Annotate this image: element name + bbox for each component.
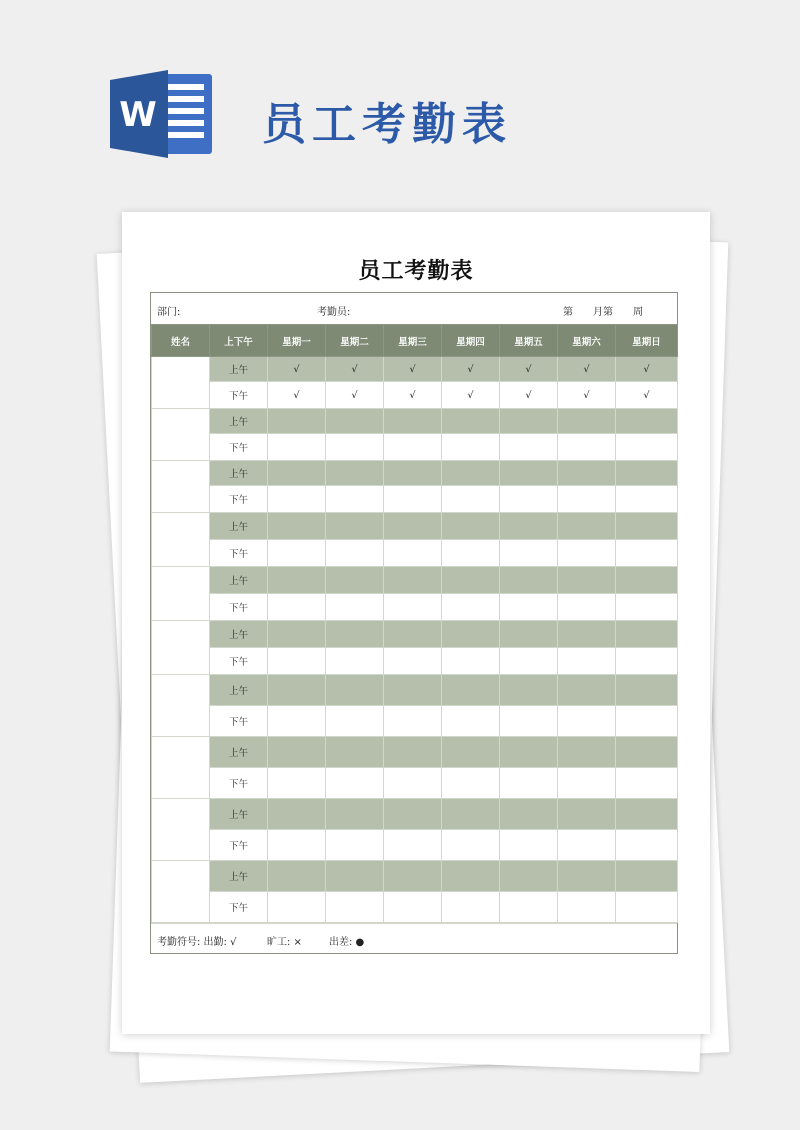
legend-row — [151, 923, 677, 953]
attendance-cell[interactable] — [268, 861, 326, 892]
attendance-cell[interactable] — [558, 706, 616, 737]
attendance-cell[interactable] — [442, 409, 500, 434]
attendance-cell[interactable] — [616, 461, 678, 486]
column-header: 姓名 — [152, 325, 210, 357]
attendance-cell[interactable] — [326, 461, 384, 486]
attendance-cell[interactable] — [326, 409, 384, 434]
attendance-cell[interactable] — [616, 513, 678, 540]
table-header-row — [152, 325, 678, 357]
attendance-cell[interactable] — [268, 594, 326, 621]
period-cell: 下午 — [210, 382, 268, 409]
period-cell: 下午 — [210, 594, 268, 621]
attendance-cell[interactable] — [558, 737, 616, 768]
employee-name-cell[interactable] — [152, 567, 210, 621]
attendance-cell[interactable] — [384, 540, 442, 567]
attendance-cell[interactable] — [442, 768, 500, 799]
attendance-cell[interactable] — [500, 861, 558, 892]
attendance-cell[interactable] — [558, 567, 616, 594]
column-header: 上下午 — [210, 325, 268, 357]
attendance-cell[interactable] — [268, 567, 326, 594]
employee-name-cell[interactable] — [152, 861, 210, 923]
attendance-cell[interactable] — [326, 540, 384, 567]
attendance-cell[interactable]: √ — [384, 357, 442, 382]
table-row — [152, 409, 678, 434]
attendance-cell[interactable] — [500, 799, 558, 830]
attendance-cell[interactable]: √ — [558, 357, 616, 382]
attendance-cell[interactable] — [384, 567, 442, 594]
attendance-cell[interactable] — [384, 799, 442, 830]
word-logo-letter: W — [119, 95, 157, 135]
employee-name-cell[interactable] — [152, 461, 210, 513]
attendance-cell[interactable] — [500, 892, 558, 923]
attendance-cell[interactable] — [442, 648, 500, 675]
attendance-cell[interactable] — [268, 409, 326, 434]
legend-present: 考勤符号: 出勤: √ — [157, 937, 237, 948]
attendance-cell[interactable] — [500, 461, 558, 486]
attendance-cell[interactable] — [442, 461, 500, 486]
attendance-cell[interactable] — [384, 621, 442, 648]
attendance-cell[interactable] — [268, 768, 326, 799]
attendance-cell[interactable]: √ — [616, 357, 678, 382]
attendance-cell[interactable] — [326, 486, 384, 513]
attendance-cell[interactable] — [384, 513, 442, 540]
period-cell: 上午 — [210, 621, 268, 648]
attendance-cell[interactable] — [268, 434, 326, 461]
column-header: 星期五 — [500, 325, 558, 357]
attendance-cell[interactable] — [616, 648, 678, 675]
attendance-cell[interactable] — [268, 621, 326, 648]
attendance-cell[interactable] — [442, 594, 500, 621]
attendance-cell[interactable] — [442, 861, 500, 892]
attendance-cell[interactable] — [326, 513, 384, 540]
attendance-cell[interactable] — [500, 513, 558, 540]
table-row — [152, 799, 678, 830]
table-row — [152, 621, 678, 648]
table-row — [152, 594, 678, 621]
table-row — [152, 737, 678, 768]
table-row — [152, 486, 678, 513]
attendance-cell[interactable] — [442, 567, 500, 594]
attendance-cell[interactable] — [500, 737, 558, 768]
attendance-cell[interactable] — [442, 621, 500, 648]
attendance-cell[interactable] — [326, 861, 384, 892]
word-logo-icon — [110, 70, 215, 158]
attendance-cell[interactable] — [326, 737, 384, 768]
column-header: 星期三 — [384, 325, 442, 357]
column-header: 星期一 — [268, 325, 326, 357]
attendance-cell[interactable] — [268, 513, 326, 540]
attendance-cell[interactable] — [558, 799, 616, 830]
attendance-cell[interactable] — [442, 892, 500, 923]
attendance-cell[interactable] — [558, 513, 616, 540]
table-row — [152, 768, 678, 799]
attendance-cell[interactable] — [384, 486, 442, 513]
period-cell: 下午 — [210, 830, 268, 861]
attendance-cell[interactable] — [326, 706, 384, 737]
attendance-cell[interactable]: √ — [500, 357, 558, 382]
attendance-cell[interactable] — [384, 706, 442, 737]
attendance-cell[interactable] — [500, 830, 558, 861]
table-body — [152, 357, 678, 923]
attendance-cell[interactable]: √ — [558, 382, 616, 409]
attendance-cell[interactable] — [500, 434, 558, 461]
attendance-cell[interactable] — [616, 540, 678, 567]
attendance-cell[interactable] — [616, 434, 678, 461]
table-row — [152, 540, 678, 567]
attendance-cell[interactable] — [326, 621, 384, 648]
attendance-cell[interactable] — [616, 409, 678, 434]
column-header: 星期六 — [558, 325, 616, 357]
table-row — [152, 434, 678, 461]
period-cell: 上午 — [210, 461, 268, 486]
attendance-cell[interactable] — [500, 648, 558, 675]
table-row — [152, 892, 678, 923]
attendance-cell[interactable] — [616, 594, 678, 621]
attendance-cell[interactable] — [384, 409, 442, 434]
table-row — [152, 648, 678, 675]
attendance-cell[interactable] — [442, 675, 500, 706]
attendance-cell[interactable] — [558, 409, 616, 434]
attendance-cell[interactable] — [384, 648, 442, 675]
period-cell: 上午 — [210, 675, 268, 706]
table-row — [152, 830, 678, 861]
attendance-cell[interactable] — [384, 861, 442, 892]
attendance-cell[interactable] — [268, 799, 326, 830]
attendance-cell[interactable] — [268, 737, 326, 768]
table-row — [152, 461, 678, 486]
checker-label: 考勤员: — [317, 307, 351, 318]
week-label: 第 月第 周 — [563, 307, 643, 318]
attendance-cell[interactable] — [384, 892, 442, 923]
attendance-cell[interactable] — [616, 567, 678, 594]
attendance-cell[interactable] — [558, 621, 616, 648]
attendance-cell[interactable] — [616, 737, 678, 768]
employee-name-cell[interactable] — [152, 621, 210, 675]
employee-name-cell[interactable] — [152, 409, 210, 461]
attendance-cell[interactable] — [500, 768, 558, 799]
attendance-cell[interactable] — [558, 861, 616, 892]
attendance-cell[interactable] — [558, 675, 616, 706]
attendance-cell[interactable] — [558, 830, 616, 861]
attendance-cell[interactable] — [384, 737, 442, 768]
period-cell: 上午 — [210, 409, 268, 434]
attendance-cell[interactable]: √ — [442, 382, 500, 409]
table-row — [152, 861, 678, 892]
attendance-cell[interactable] — [326, 675, 384, 706]
attendance-cell[interactable] — [616, 892, 678, 923]
attendance-cell[interactable] — [558, 648, 616, 675]
attendance-cell[interactable] — [384, 830, 442, 861]
legend-trip: 出差: ● — [329, 937, 365, 948]
attendance-cell[interactable] — [616, 768, 678, 799]
attendance-cell[interactable] — [326, 567, 384, 594]
period-cell: 上午 — [210, 737, 268, 768]
attendance-cell[interactable] — [326, 799, 384, 830]
attendance-cell[interactable] — [616, 861, 678, 892]
attendance-cell[interactable] — [442, 737, 500, 768]
employee-name-cell[interactable] — [152, 357, 210, 409]
attendance-cell[interactable] — [500, 594, 558, 621]
attendance-cell[interactable] — [616, 675, 678, 706]
attendance-cell[interactable] — [616, 799, 678, 830]
column-header: 星期四 — [442, 325, 500, 357]
period-cell: 上午 — [210, 567, 268, 594]
period-cell: 下午 — [210, 892, 268, 923]
attendance-cell[interactable] — [326, 830, 384, 861]
attendance-cell[interactable] — [268, 892, 326, 923]
attendance-cell[interactable] — [268, 648, 326, 675]
period-cell: 下午 — [210, 706, 268, 737]
attendance-cell[interactable] — [442, 706, 500, 737]
attendance-cell[interactable] — [442, 799, 500, 830]
attendance-cell[interactable] — [500, 675, 558, 706]
attendance-cell[interactable] — [616, 830, 678, 861]
attendance-cell[interactable] — [442, 830, 500, 861]
table-row — [152, 567, 678, 594]
document-title: 员工考勤表 — [358, 259, 474, 284]
attendance-cell[interactable] — [268, 830, 326, 861]
attendance-cell[interactable] — [384, 594, 442, 621]
period-cell: 下午 — [210, 540, 268, 567]
period-cell: 上午 — [210, 799, 268, 830]
employee-name-cell[interactable] — [152, 675, 210, 737]
attendance-cell[interactable] — [558, 594, 616, 621]
document-page — [122, 212, 710, 1034]
attendance-cell[interactable] — [500, 409, 558, 434]
period-cell: 下午 — [210, 648, 268, 675]
employee-name-cell[interactable] — [152, 737, 210, 799]
attendance-cell[interactable] — [326, 594, 384, 621]
attendance-cell[interactable] — [500, 621, 558, 648]
attendance-cell[interactable] — [442, 513, 500, 540]
info-row — [151, 293, 677, 324]
attendance-cell[interactable]: √ — [616, 382, 678, 409]
attendance-frame — [150, 292, 678, 954]
attendance-cell[interactable] — [616, 706, 678, 737]
attendance-cell[interactable] — [558, 486, 616, 513]
attendance-cell[interactable] — [558, 768, 616, 799]
attendance-cell[interactable] — [500, 706, 558, 737]
attendance-cell[interactable]: √ — [326, 357, 384, 382]
attendance-cell[interactable] — [384, 434, 442, 461]
table-row — [152, 706, 678, 737]
attendance-cell[interactable] — [268, 706, 326, 737]
period-cell: 上午 — [210, 513, 268, 540]
attendance-cell[interactable] — [616, 486, 678, 513]
attendance-cell[interactable]: √ — [500, 382, 558, 409]
attendance-cell[interactable]: √ — [268, 357, 326, 382]
department-label: 部门: — [157, 307, 181, 318]
attendance-cell[interactable] — [384, 461, 442, 486]
attendance-cell[interactable] — [442, 434, 500, 461]
attendance-cell[interactable] — [558, 540, 616, 567]
employee-name-cell[interactable] — [152, 513, 210, 567]
attendance-cell[interactable]: √ — [442, 357, 500, 382]
attendance-cell[interactable]: √ — [384, 382, 442, 409]
attendance-cell[interactable] — [558, 461, 616, 486]
attendance-cell[interactable] — [326, 768, 384, 799]
table-row — [152, 513, 678, 540]
attendance-cell[interactable] — [268, 675, 326, 706]
attendance-cell[interactable] — [268, 486, 326, 513]
attendance-cell[interactable] — [384, 675, 442, 706]
attendance-cell[interactable]: √ — [268, 382, 326, 409]
attendance-table — [151, 324, 678, 923]
period-cell: 下午 — [210, 768, 268, 799]
legend-absent: 旷工: × — [267, 937, 302, 948]
attendance-cell[interactable] — [326, 648, 384, 675]
attendance-cell[interactable] — [500, 486, 558, 513]
attendance-cell[interactable] — [442, 540, 500, 567]
attendance-cell[interactable] — [616, 621, 678, 648]
attendance-cell[interactable] — [442, 486, 500, 513]
period-cell: 上午 — [210, 861, 268, 892]
employee-name-cell[interactable] — [152, 799, 210, 861]
attendance-cell[interactable] — [268, 540, 326, 567]
attendance-cell[interactable] — [558, 434, 616, 461]
table-row — [152, 382, 678, 409]
attendance-cell[interactable] — [500, 540, 558, 567]
attendance-cell[interactable] — [268, 461, 326, 486]
attendance-cell[interactable] — [326, 892, 384, 923]
column-header: 星期日 — [616, 325, 678, 357]
attendance-cell[interactable] — [384, 768, 442, 799]
table-row — [152, 357, 678, 382]
column-header: 星期二 — [326, 325, 384, 357]
attendance-cell[interactable] — [558, 892, 616, 923]
attendance-cell[interactable] — [326, 434, 384, 461]
period-cell: 下午 — [210, 434, 268, 461]
period-cell: 上午 — [210, 357, 268, 382]
attendance-cell[interactable]: √ — [326, 382, 384, 409]
table-row — [152, 675, 678, 706]
attendance-cell[interactable] — [500, 567, 558, 594]
header-title: 员工考勤表 — [262, 99, 512, 150]
period-cell: 下午 — [210, 486, 268, 513]
